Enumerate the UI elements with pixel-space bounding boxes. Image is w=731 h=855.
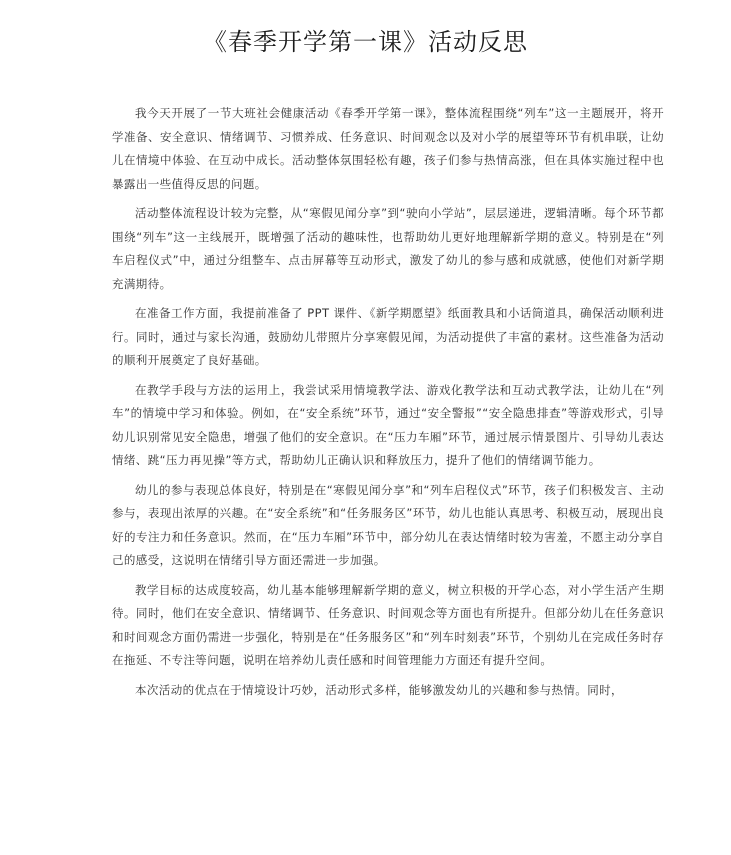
document-body [112, 102, 664, 708]
paragraph-6: 教学目标的达成度较高，幼儿基本能够理解新学期的意义，树立积极的开学心态，对小学生活产生期待。同时，他们在安全意识、情绪调节、任务意识、时间观念等方面也有所提升。但部分幼儿在任务意识和时间观念方面仍需进一步强化，特别是在“任务服务区”和“列车时刻表”环节，个别幼儿在完成任务时存在拖延、不专注等问题，说明在培养幼儿责任感和时间管理能力方面还有提升空间。 [112, 582, 664, 667]
paragraph-5: 幼儿的参与表现总体良好，特别是在“寒假见闻分享”和“列车启程仪式”环节，孩子们积极发言、主动参与，表现出浓厚的兴趣。在“安全系统”和“任务服务区”环节，幼儿也能认真思考、积极互动，展现出良好的专注力和任务意识。然而，在“压力车厢”环节中，部分幼儿在表达情绪时较为害羞，不愿主动分享自己的感受，这说明在情绪引导方面还需进一步加强。 [112, 482, 664, 567]
paragraph-2: 活动整体流程设计较为完整，从“寒假见闻分享”到“驶向小学站”，层层递进，逻辑清晰。每个环节都围绕“列车”这一主线展开，既增强了活动的趣味性，也帮助幼儿更好地理解新学期的意义。特别是在“列车启程仪式”中，通过分组整车、点击屏幕等互动形式，激发了幼儿的参与感和成就感，使他们对新学期充满期待。 [112, 206, 664, 291]
paragraph-4: 在教学手段与方法的运用上，我尝试采用情境教学法、游戏化教学法和互动式教学法，让幼儿在“列车”的情境中学习和体验。例如，在“安全系统”环节，通过“安全警报”“安全隐患排查”等游戏形式，引导幼儿识别常见安全隐患，增强了他们的安全意识。在“压力车厢”环节，通过展示情景图片、引导幼儿表达情绪、跳“压力再见操”等方式，帮助幼儿正确认识和释放压力，提升了他们的情绪调节能力。 [112, 382, 664, 467]
paragraph-1: 我今天开展了一节大班社会健康活动《春季开学第一课》，整体流程围绕“列车”这一主题展开，将开学准备、安全意识、情绪调节、习惯养成、任务意识、时间观念以及对小学的展望等环节有机串联，让幼儿在情境中体验、在互动中成长。活动整体氛围轻松有趣，孩子们参与热情高涨，但在具体实施过程中也暴露出一些值得反思的问题。 [112, 106, 664, 191]
paragraph-3: 在准备工作方面，我提前准备了 PPT 课件、《新学期愿望》纸面教具和小话筒道具，确保活动顺利进行。同时，通过与家长沟通，鼓励幼儿带照片分享寒假见闻，为活动提供了丰富的素材。这些准备为活动的顺利开展奠定了良好基础。 [112, 306, 664, 367]
paragraph-7: 本次活动的优点在于情境设计巧妙，活动形式多样，能够激发幼儿的兴趣和参与热情。同时， [135, 682, 623, 697]
document-title: 《春季开学第一课》活动反思 [203, 28, 528, 56]
